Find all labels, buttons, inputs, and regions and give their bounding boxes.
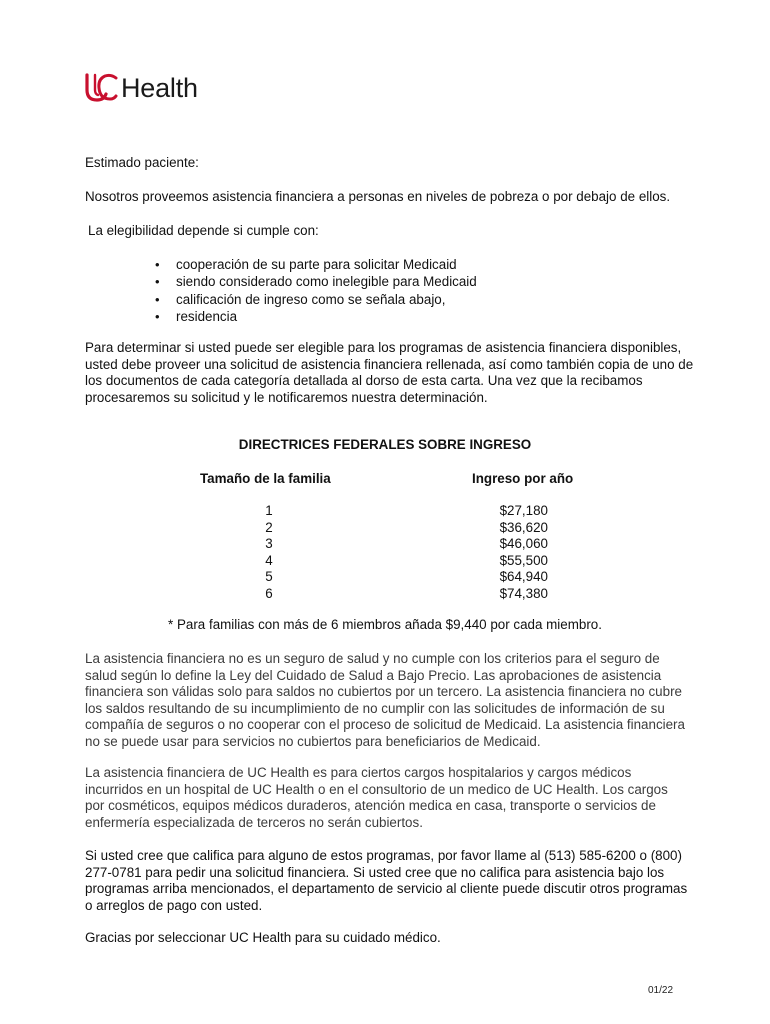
table-cell-income: $74,380 [499,585,548,601]
uc-health-logo [84,73,198,103]
table-cell-size: 4 [265,552,273,568]
table-cell-size: 2 [265,519,273,535]
closing-line: Gracias por seleccionar UC Health para su cuidado médico. [85,930,441,945]
income-column [480,503,548,603]
additional-member-note: * Para familias con más de 6 miembros añada $9,440 por cada miembro. [168,617,602,632]
list-item: • siendo considerado como inelegible para Medicaid [155,274,477,290]
guidelines-title: DIRECTRICES FEDERALES SOBRE INGRESO [238,437,532,452]
eligibility-criteria-list [152,256,477,325]
table-cell-size: 5 [265,569,273,585]
list-item: • residencia [155,308,238,324]
intro-paragraph: Nosotros proveemos asistencia financiera a personas en niveles de pobreza o por debajo de ellos. [85,189,671,204]
family-size-header: Tamaño de la familia [200,471,331,486]
bullet-icon: • [155,291,160,307]
insurance-paragraph: La asistencia financiera no es un seguro de salud y no cumple con los criterios para el seguro de salud según lo define la Ley del Cuidado de Salud a Bajo Precio. Las aprobaciones de asistencia financiera son válidas solo para saldos no cubiertos por un tercero. La asistencia financiera no cubre los saldos resultando de su incumplimiento de no cumplir con las solicitudes de información de su compañía de seguros o no cooperar con el proceso de solicitud de Medicaid. La asistencia financiera no se puede usar para servicios no cubiertos para beneficiarios de Medicaid. [85,651,685,749]
logo-wordmark: Health [121,73,198,103]
uc-monogram-icon [84,73,118,103]
list-item: • cooperación de su parte para solicitar Medicaid [155,257,457,272]
eligibility-intro: La elegibilidad depende si cumple con: [88,223,319,238]
bullet-icon: • [155,274,160,290]
list-item: • calificación de ingreso como se señala abajo, [155,291,446,307]
income-header: Ingreso por año [472,471,574,486]
table-cell-size: 1 [265,503,273,518]
contact-paragraph: Si usted cree que califica para alguno de estos programas, por favor llame al (513) 585-6200 o (800) 277-0781 para pedir una solicitud financiera. Si usted cree que no califica para asistencia bajo los programas arriba mencionados, el departamento de servicio al cliente puede discutir otros programas o arreglos de pago con usted. [85,848,688,913]
table-cell-income: $27,180 [499,503,548,518]
family-size-column [262,503,276,603]
greeting: Estimado paciente: [85,155,199,170]
bullet-icon: • [155,257,160,272]
bullet-icon: • [155,308,160,324]
table-cell-income: $36,620 [499,519,548,535]
revision-date: 01/22 [648,985,674,996]
table-cell-size: 6 [265,585,273,601]
table-cell-size: 3 [265,536,273,552]
application-paragraph: Para determinar si usted puede ser elegible para los programas de asistencia financiera disponibles, usted debe proveer una solicitud de asistencia financiera rellenada, así como también copia de uno de los documentos de cada categoría detallada al dorso de esta carta. Una vez que la recibamos procesaremos su solicitud y le notificaremos nuestra determinación. [85,340,694,405]
coverage-paragraph: La asistencia financiera de UC Health es para ciertos cargos hospitalarios y cargos médicos incurridos en un hospital de UC Health o en el consultorio de un medico de UC Health. Los cargos por cosméticos, equipos médicos duraderos, atención medica en casa, transporte o servicios de enfermería especializada de terceros no serán cubiertos. [85,765,668,830]
table-cell-income: $46,060 [499,536,548,552]
table-cell-income: $64,940 [499,569,548,585]
table-cell-income: $55,500 [499,552,548,568]
